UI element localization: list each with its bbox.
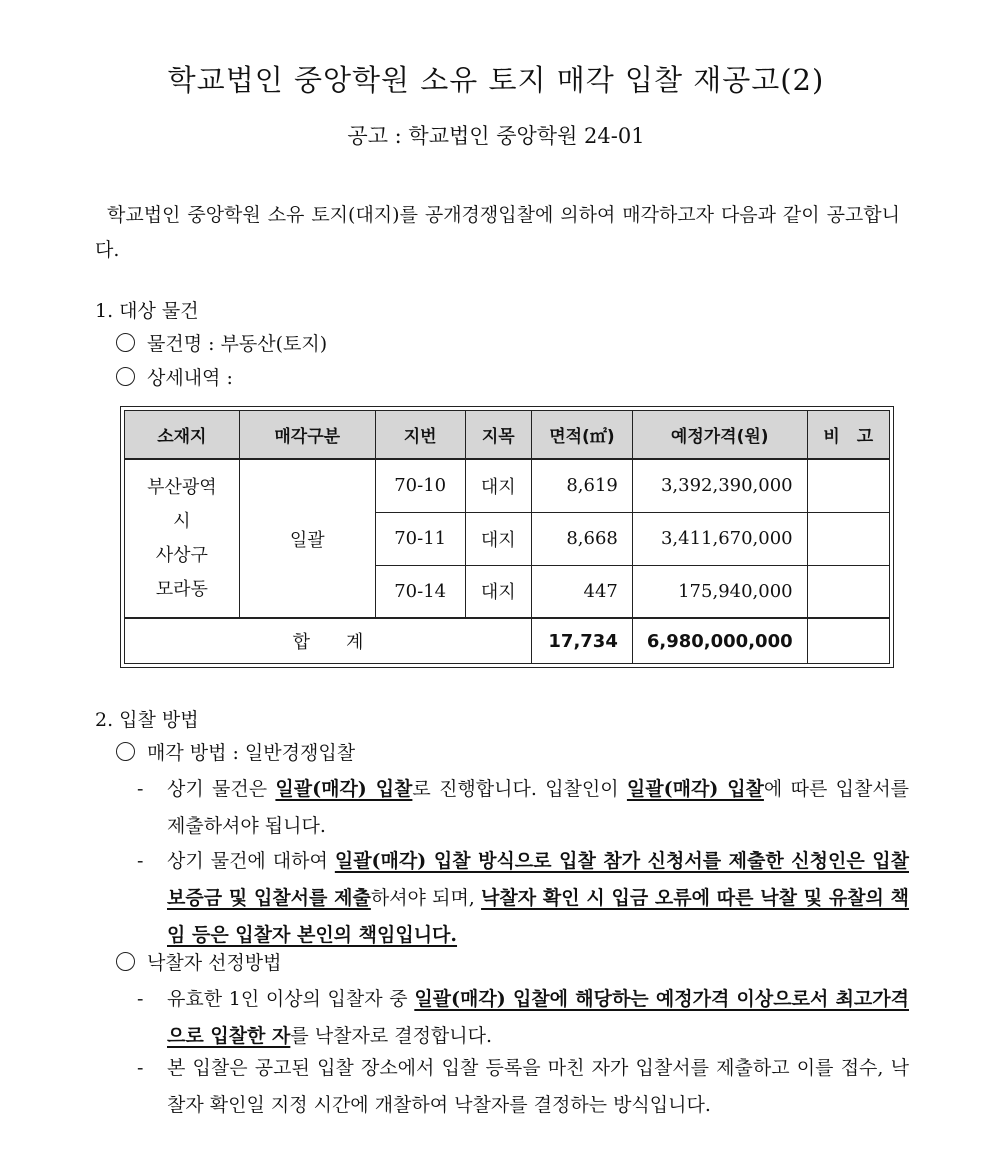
text-run: 를 낙찰자로 결정합니다. — [290, 1025, 493, 1047]
area-cell: 8,619 — [531, 459, 632, 512]
note-cell — [807, 565, 889, 618]
winner-detail-1 — [139, 981, 909, 1055]
text-run: 상기 물건은 — [167, 778, 276, 800]
intro-paragraph: 학교법인 중앙학원 소유 토지(대지)를 공개경쟁입찰에 의하여 매각하고자 다음과 같이 공고합니다. — [95, 204, 900, 261]
circle-bullet-icon — [116, 952, 135, 971]
circle-bullet-icon — [116, 333, 135, 352]
location-line: 모라동 — [155, 578, 208, 600]
header-category: 지목 — [465, 411, 531, 460]
method-bullet — [116, 737, 355, 769]
property-table — [124, 410, 890, 664]
header-area: 면적(㎡) — [531, 411, 632, 460]
total-area: 17,734 — [531, 618, 632, 664]
note-cell — [807, 459, 889, 512]
method-detail-2-text — [149, 843, 909, 954]
table-total-row — [125, 618, 890, 664]
price-cell: 3,411,670,000 — [632, 512, 807, 565]
winner-text: 낙찰자 선정방법 — [147, 952, 282, 974]
dash-marker: - — [137, 988, 144, 1010]
header-location: 소재지 — [125, 411, 240, 460]
price-cell: 175,940,000 — [632, 565, 807, 618]
total-note-cell — [807, 618, 889, 664]
header-note: 비 고 — [807, 411, 889, 460]
header-sale-type: 매각구분 — [239, 411, 375, 460]
text-run: 유효한 1인 이상의 입찰자 중 — [167, 988, 415, 1010]
table-row — [125, 459, 890, 512]
header-price: 예정가격(원) — [632, 411, 807, 460]
winner-detail-1-text — [149, 981, 909, 1055]
section1-heading: 1. 대상 물건 — [95, 300, 199, 322]
sale-type-cell: 일괄 — [239, 459, 375, 618]
method-detail-1-text — [149, 771, 909, 845]
total-price: 6,980,000,000 — [632, 618, 807, 664]
category-cell: 대지 — [465, 565, 531, 618]
text-run: 하셔야 되며, — [370, 887, 482, 909]
dash-marker: - — [137, 1057, 144, 1079]
category-cell: 대지 — [465, 459, 531, 512]
text-run: 로 진행합니다. 입찰인이 — [412, 778, 627, 800]
circle-bullet-icon — [116, 742, 135, 761]
price-cell: 3,392,390,000 — [632, 459, 807, 512]
location-line: 사상구 — [155, 544, 208, 566]
detail-label: 상세내역 : — [147, 367, 233, 389]
text-run: 에 따른 입찰서를 제출하셔야 됩니다. — [167, 778, 910, 837]
underlined-run: 낙찰자 확인 시 입금 오류에 따른 낙찰 및 유찰의 책임 등은 입찰자 본인의 책임입니다. — [167, 887, 910, 946]
detail-bullet — [116, 362, 233, 394]
underlined-run: 일괄(매각) 입찰 방식으로 입찰 참가 신청서를 제출한 신청인은 입찰보증금 및 입찰서를 제출 — [167, 850, 909, 909]
area-cell: 8,668 — [531, 512, 632, 565]
winner-detail-2-text: 본 입찰은 공고된 입찰 장소에서 입찰 등록을 마친 자가 입찰서를 제출하고 이를 접수, 낙찰자 확인일 지정 시간에 개찰하여 낙찰자를 결정하는 방식입니다. — [167, 1057, 909, 1116]
lot-cell: 70-14 — [375, 565, 465, 618]
location-cell — [125, 459, 240, 618]
method-detail-2 — [139, 843, 909, 954]
note-cell — [807, 512, 889, 565]
text-run: 상기 물건에 대하여 — [167, 850, 335, 872]
page-title: 학교법인 중앙학원 소유 토지 매각 입찰 재공고(2) — [167, 63, 825, 97]
lot-cell: 70-10 — [375, 459, 465, 512]
winner-detail-2 — [139, 1050, 909, 1124]
method-detail-1 — [139, 771, 909, 845]
item-name-text: 물건명 : 부동산(토지) — [147, 333, 328, 355]
winner-bullet — [116, 947, 282, 979]
underlined-run: 일괄(매각) 입찰 — [626, 778, 764, 800]
property-table-frame — [120, 406, 894, 668]
underlined-run: 일괄(매각) 입찰 — [275, 778, 413, 800]
item-name-bullet — [116, 328, 327, 360]
category-cell: 대지 — [465, 512, 531, 565]
notice-number: 공고 : 학교법인 중앙학원 24-01 — [347, 124, 645, 148]
circle-bullet-icon — [116, 367, 135, 386]
table-header-row — [125, 411, 890, 460]
total-label: 합 계 — [125, 618, 532, 664]
section2-heading: 2. 입찰 방법 — [95, 709, 199, 731]
area-cell: 447 — [531, 565, 632, 618]
header-lot: 지번 — [375, 411, 465, 460]
method-text: 매각 방법 : 일반경쟁입찰 — [147, 742, 356, 764]
lot-cell: 70-11 — [375, 512, 465, 565]
underlined-run: 일괄(매각) 입찰에 해당하는 예정가격 이상으로서 최고가격으로 입찰한 자 — [167, 988, 909, 1047]
dash-marker: - — [137, 850, 144, 872]
location-line: 부산광역시 — [147, 476, 217, 532]
dash-marker: - — [137, 778, 144, 800]
